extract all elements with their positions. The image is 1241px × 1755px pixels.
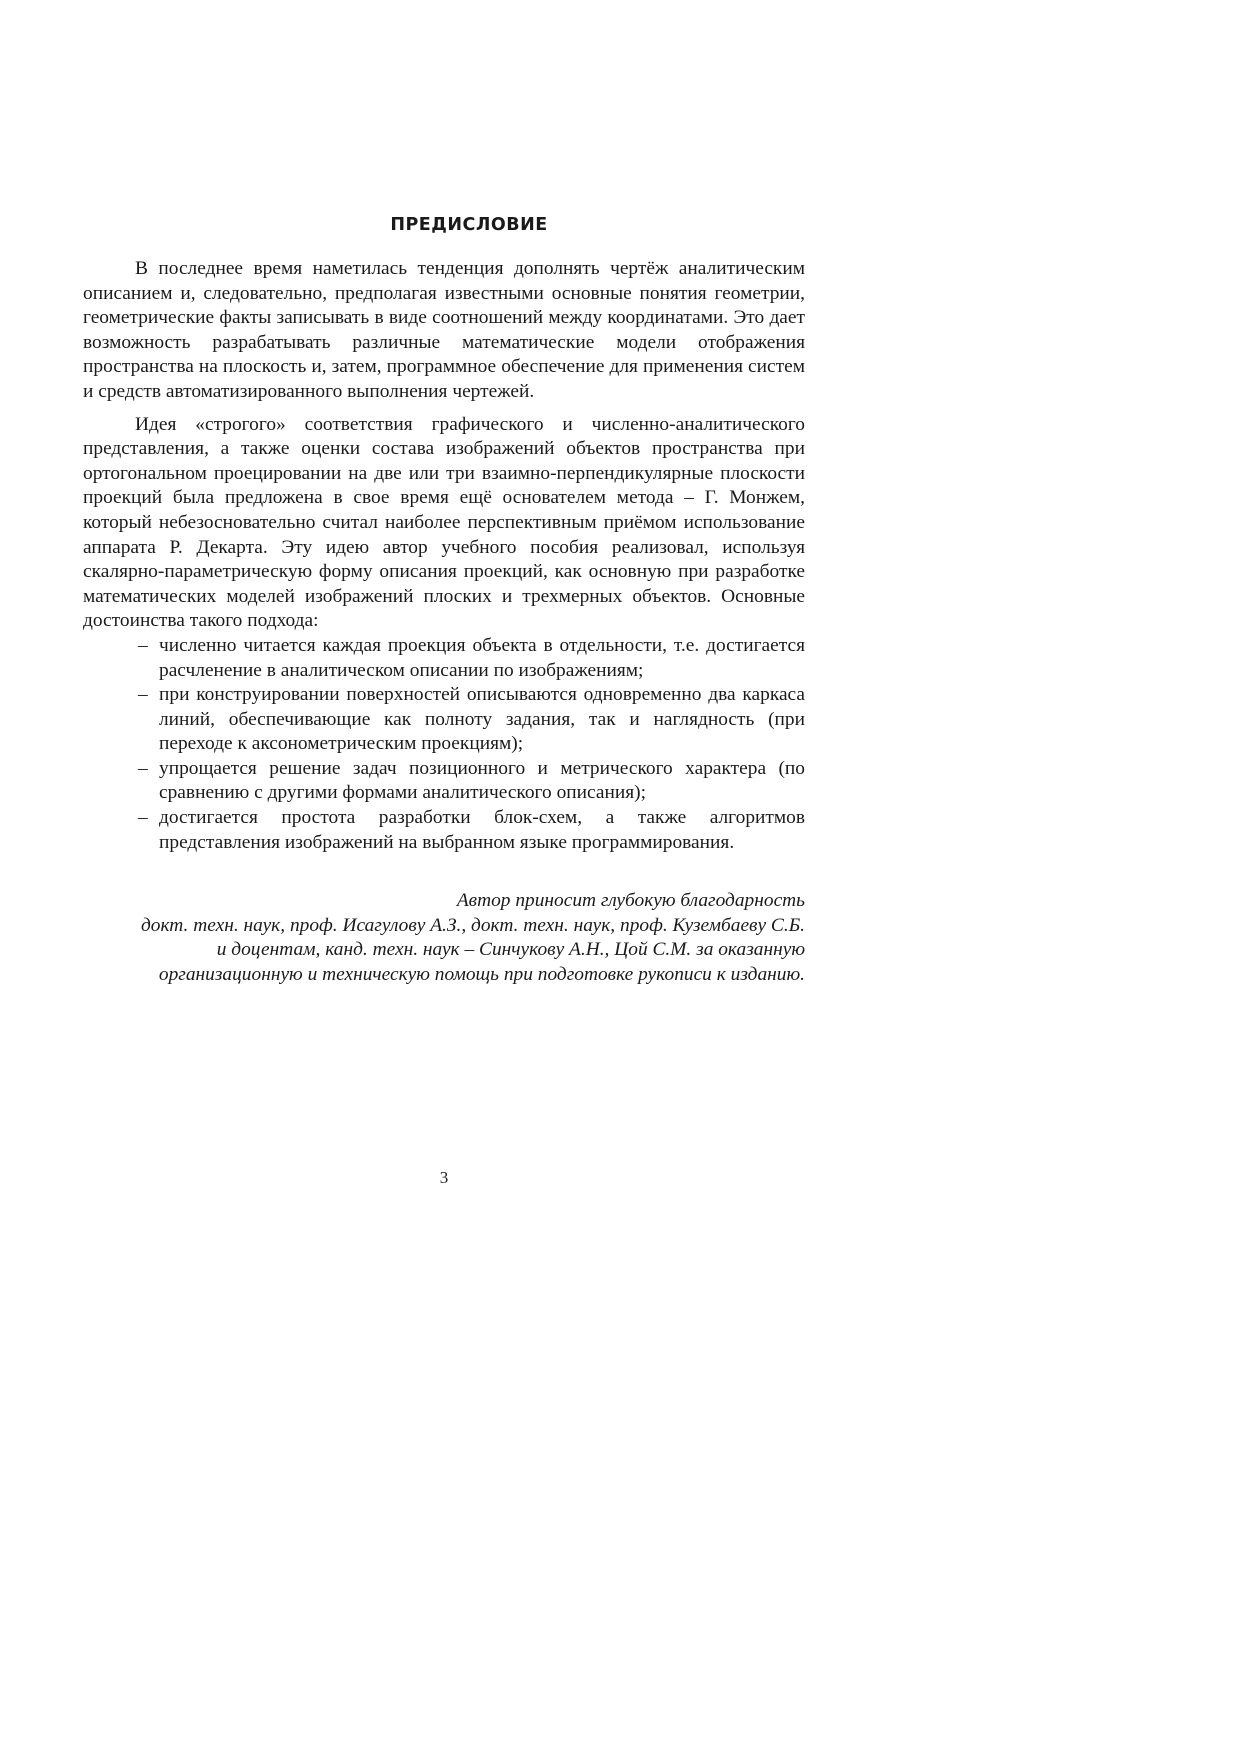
list-item-text: достигается простота разработки блок-схем, а также алгоритмов представления изображений на выбранном языке программирования. xyxy=(159,807,805,853)
acknowledgement xyxy=(83,889,805,987)
list-item xyxy=(138,634,805,683)
list-dash: – xyxy=(138,684,148,706)
list-item xyxy=(138,806,805,855)
list-item-text: упрощается решение задач позиционного и метрического характера (по сравнению с другими формами аналитического описания); xyxy=(159,757,805,804)
list-item xyxy=(138,683,805,757)
acknowledgement-line: организационную и техническую помощь при подготовке рукописи к изданию. xyxy=(158,964,805,986)
paragraph-intro: В последнее время наметилась тенденция дополнять чертёж аналитическим описанием и, следовательно, предполагая известными основные понятия геометрии, геометрические факты записывать в виде соотношений между координатами. Это дает возможность разрабатывать различные математические модели отображения пространства на плоскость и, затем, программное обеспечение для применения систем и средств автоматизированного выполнения чертежей. xyxy=(83,258,805,402)
list-dash: – xyxy=(138,757,148,779)
list-dash: – xyxy=(138,634,148,656)
advantages-list xyxy=(83,634,805,855)
list-dash: – xyxy=(138,807,148,829)
page-title: ПРЕДИСЛОВИЕ xyxy=(390,215,548,235)
acknowledgement-line: докт. техн. наук, проф. Исагулову А.З., докт. техн. наук, проф. Кузембаеву С.Б. xyxy=(140,914,805,936)
acknowledgement-line: и доцентам, канд. техн. наук – Синчукову А.Н., Цой С.М. за оказанную xyxy=(216,939,805,961)
page-number: 3 xyxy=(439,1168,449,1187)
page-content xyxy=(83,215,805,988)
paragraph-idea: Идея «строгого» соответствия графического и численно-аналитического представления, а также оценки состава изображений объектов пространства при ортогональном проецировании на две или три взаимно-перпендикулярные плоскости проекций была предложена в свое время ещё основателем метода – Г. Монжем, который небезосновательно считал наиболее перспективным приёмом использование аппарата Р. Декарта. Эту идею автор учебного пособия реализовал, используя скалярно-параметрическую форму описания проекций, как основную при разработке математических моделей изображений плоских и трехмерных объектов. Основные достоинства такого подхода: xyxy=(83,413,805,632)
list-item-text: численно читается каждая проекция объекта в отдельности, т.е. достигается расчленение в аналитическом описании по изображениям; xyxy=(159,634,805,681)
list-item-text: при конструировании поверхностей описываются одновременно два каркаса линий, обеспечивающие как полноту задания, так и наглядность (при переходе к аксонометрическим проекциям); xyxy=(159,684,805,755)
list-item xyxy=(138,757,805,806)
acknowledgement-line: Автор приносит глубокую благодарность xyxy=(456,890,805,912)
